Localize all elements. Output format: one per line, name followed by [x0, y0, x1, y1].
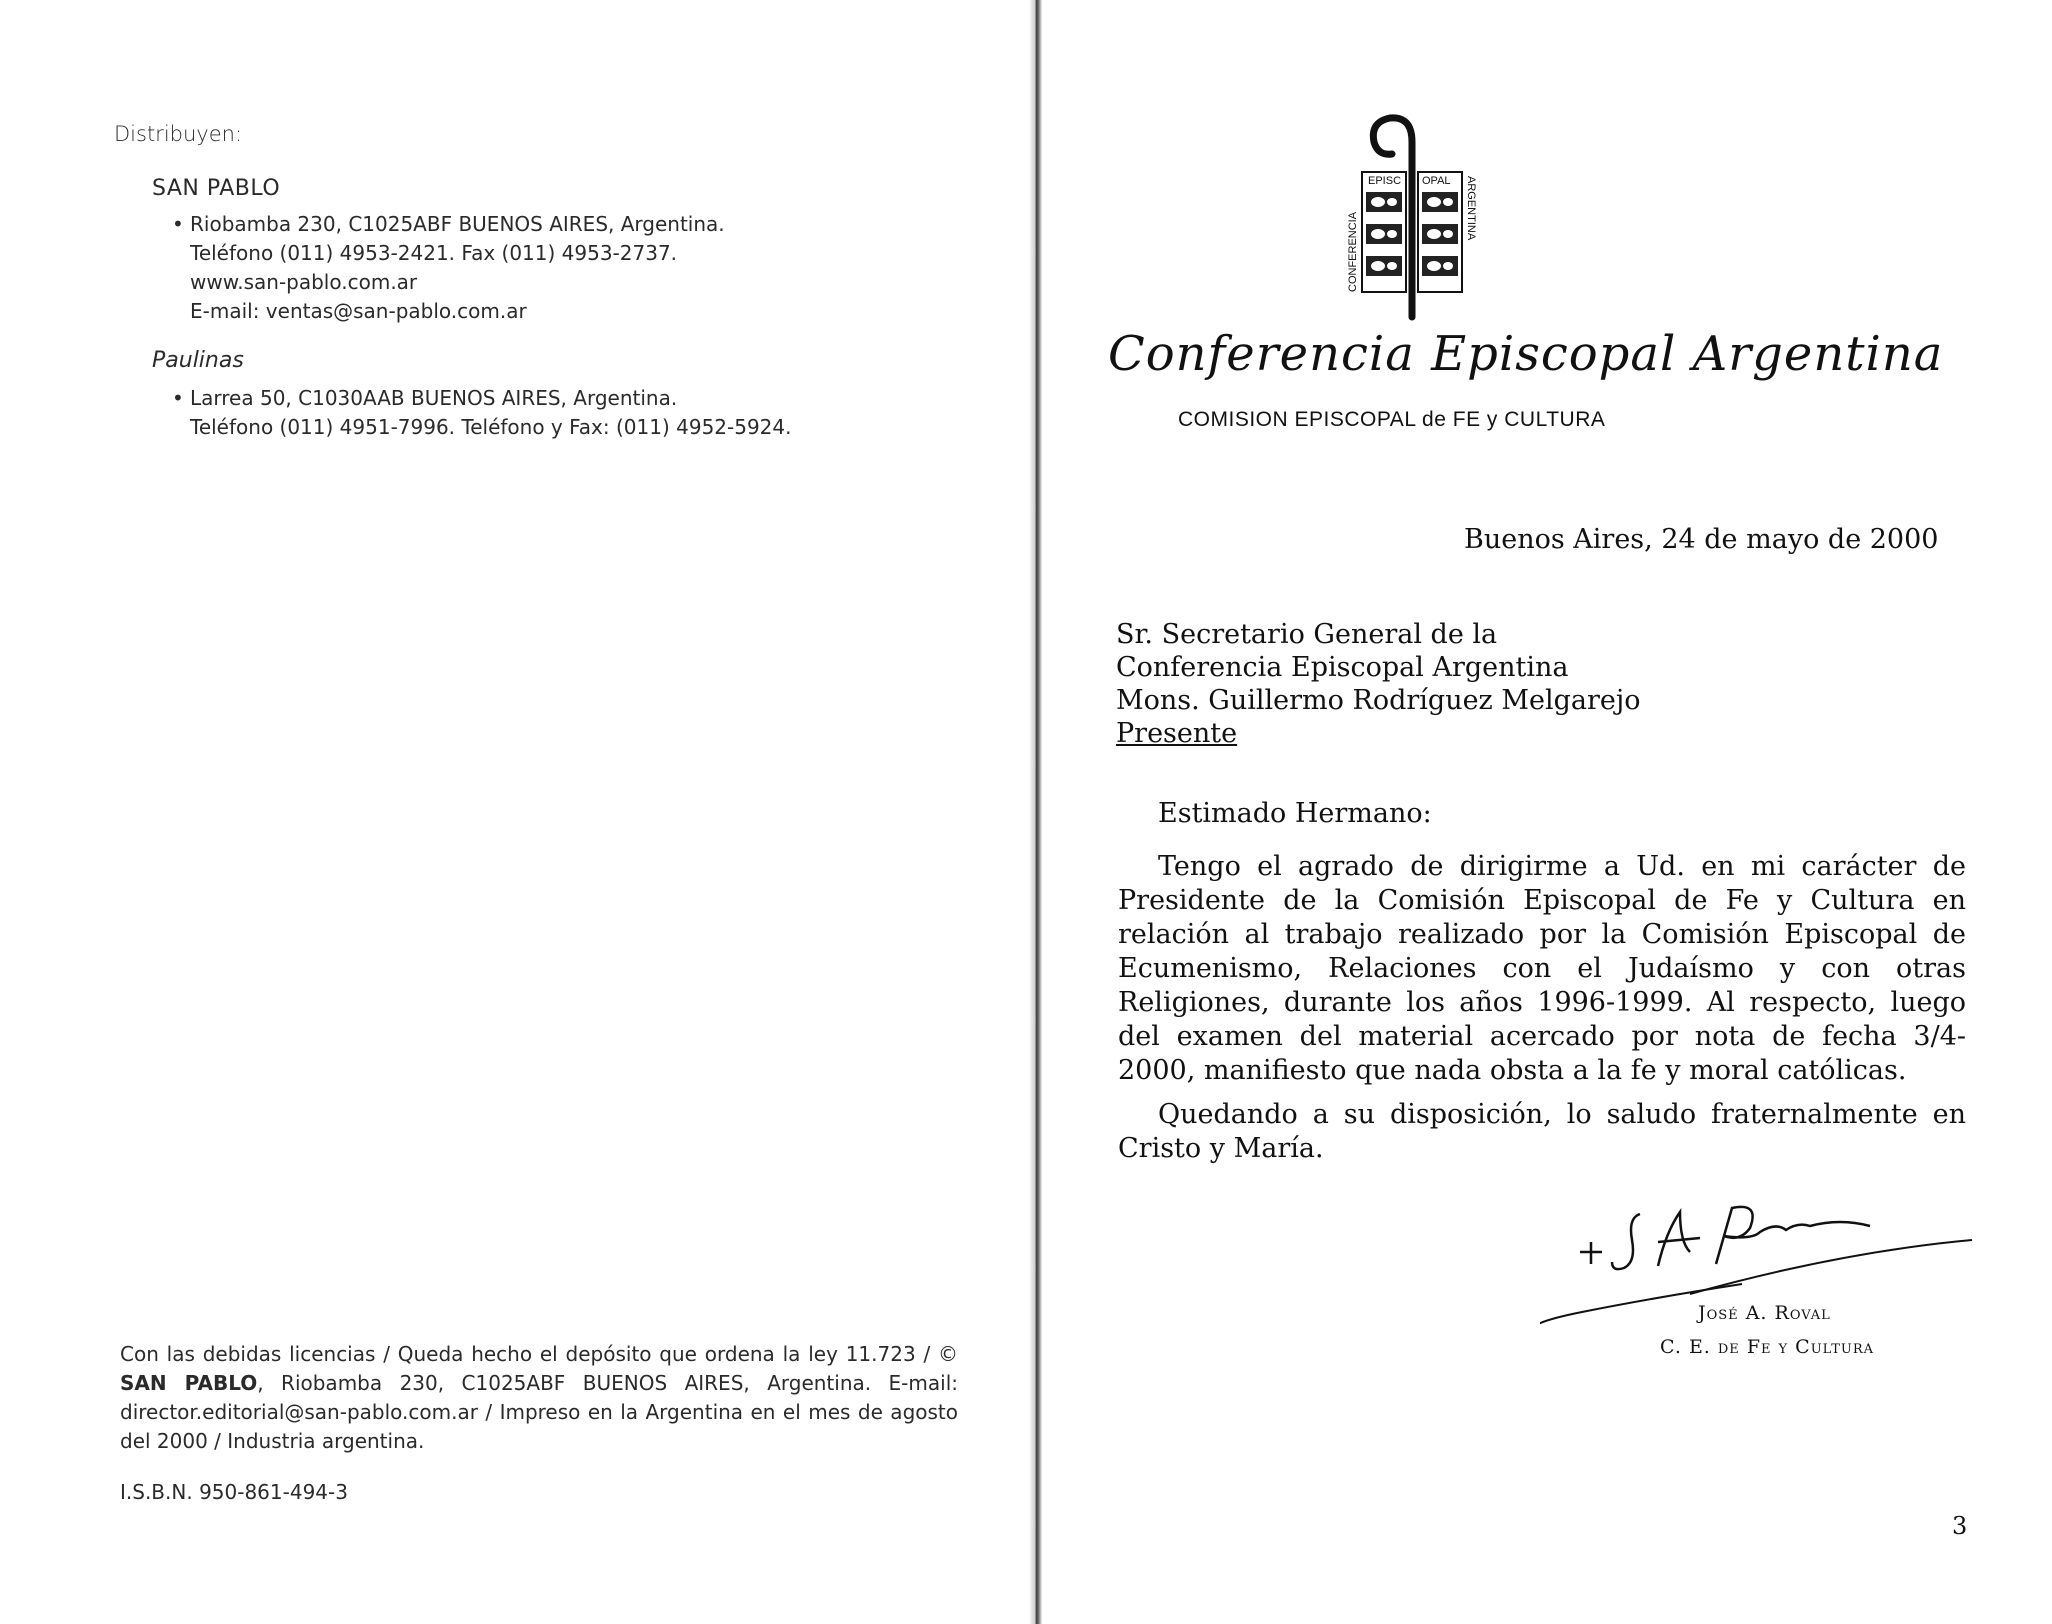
- logo-text-top-left: EPISC: [1368, 175, 1402, 187]
- colophon: [120, 1340, 958, 1456]
- colophon-text-a: Con las debidas licencias / Queda hecho el depósito que ordena la ley 11.723 / ©: [120, 1342, 958, 1366]
- publisher1-line: Riobamba 230, C1025ABF BUENOS AIRES, Argentina.: [190, 212, 725, 236]
- episcopal-crozier-logo-icon: [1342, 112, 1482, 322]
- publisher1-address: [172, 210, 725, 326]
- addressee-line: Sr. Secretario General de la: [1116, 619, 1498, 650]
- letter-paragraph-1: Tengo el agrado de dirigirme a Ud. en mi carácter de Presidente de la Comisión Episcopal de Fe y Cultura en relación al trabajo realizado por la Comisión Episcopal de Ecumenismo, Relaciones con el Judaísmo y con otras Religiones, durante los años 1996-1999. Al respecto, luego del examen del material acercado por nota de fecha 3/4-2000, manifiesto que nada obsta a la fe y moral católicas.: [1118, 851, 1966, 1086]
- addressee-presente: Presente: [1116, 718, 1238, 749]
- publisher2-name: Paulinas: [152, 348, 244, 373]
- letter-date: Buenos Aires, 24 de mayo de 2000: [1464, 524, 1939, 555]
- logo-text-left: CONFERENCIA: [1347, 211, 1359, 292]
- colophon-text-b: , Riobamba 230, C1025ABF BUENOS AIRES, Argentina. E-mail: director.editorial@san-pablo.com.ar / Impreso en la Argentina en el mes de agosto del 2000 / Industria argentina.: [120, 1371, 958, 1453]
- bullet-icon: •: [172, 212, 184, 236]
- letterhead-title: Conferencia Episcopal Argentina: [1108, 326, 1944, 382]
- bullet-icon: •: [172, 386, 184, 410]
- logo-text-top-right: OPAL: [1422, 175, 1451, 187]
- publisher2-line: Larrea 50, C1030AAB BUENOS AIRES, Argentina.: [190, 386, 678, 410]
- publisher1-line: E-mail: ventas@san-pablo.com.ar: [190, 299, 527, 323]
- page-number: 3: [1952, 1512, 1968, 1540]
- colophon-publisher: SAN PABLO: [120, 1371, 258, 1395]
- publisher1-line: Teléfono (011) 4953-2421. Fax (011) 4953-2737.: [190, 241, 678, 265]
- book-gutter: [1030, 0, 1042, 1624]
- letter-paragraph-2: Quedando a su disposición, lo saludo fraternalmente en Cristo y María.: [1118, 1099, 1966, 1164]
- publisher2-address: [172, 384, 792, 442]
- addressee-line: Mons. Guillermo Rodríguez Melgarejo: [1116, 685, 1641, 716]
- publisher2-line: Teléfono (011) 4951-7996. Teléfono y Fax: (011) 4952-5924.: [190, 415, 792, 439]
- distribution-heading: Distribuyen:: [114, 122, 243, 146]
- salutation: Estimado Hermano:: [1158, 798, 1432, 829]
- logo-text-right: ARGENTINA: [1465, 176, 1477, 241]
- signatory-name: José A. Roval: [1698, 1302, 1831, 1324]
- commission-name: COMISION EPISCOPAL de FE y CULTURA: [1178, 408, 1606, 431]
- isbn: I.S.B.N. 950-861-494-3: [120, 1480, 348, 1504]
- publisher1-line: www.san-pablo.com.ar: [190, 270, 418, 294]
- signatory-title: C. E. de Fe y Cultura: [1660, 1336, 1875, 1358]
- addressee-line: Conferencia Episcopal Argentina: [1116, 652, 1569, 683]
- addressee-block: [1116, 618, 1641, 750]
- publisher1-name: SAN PABLO: [152, 176, 281, 201]
